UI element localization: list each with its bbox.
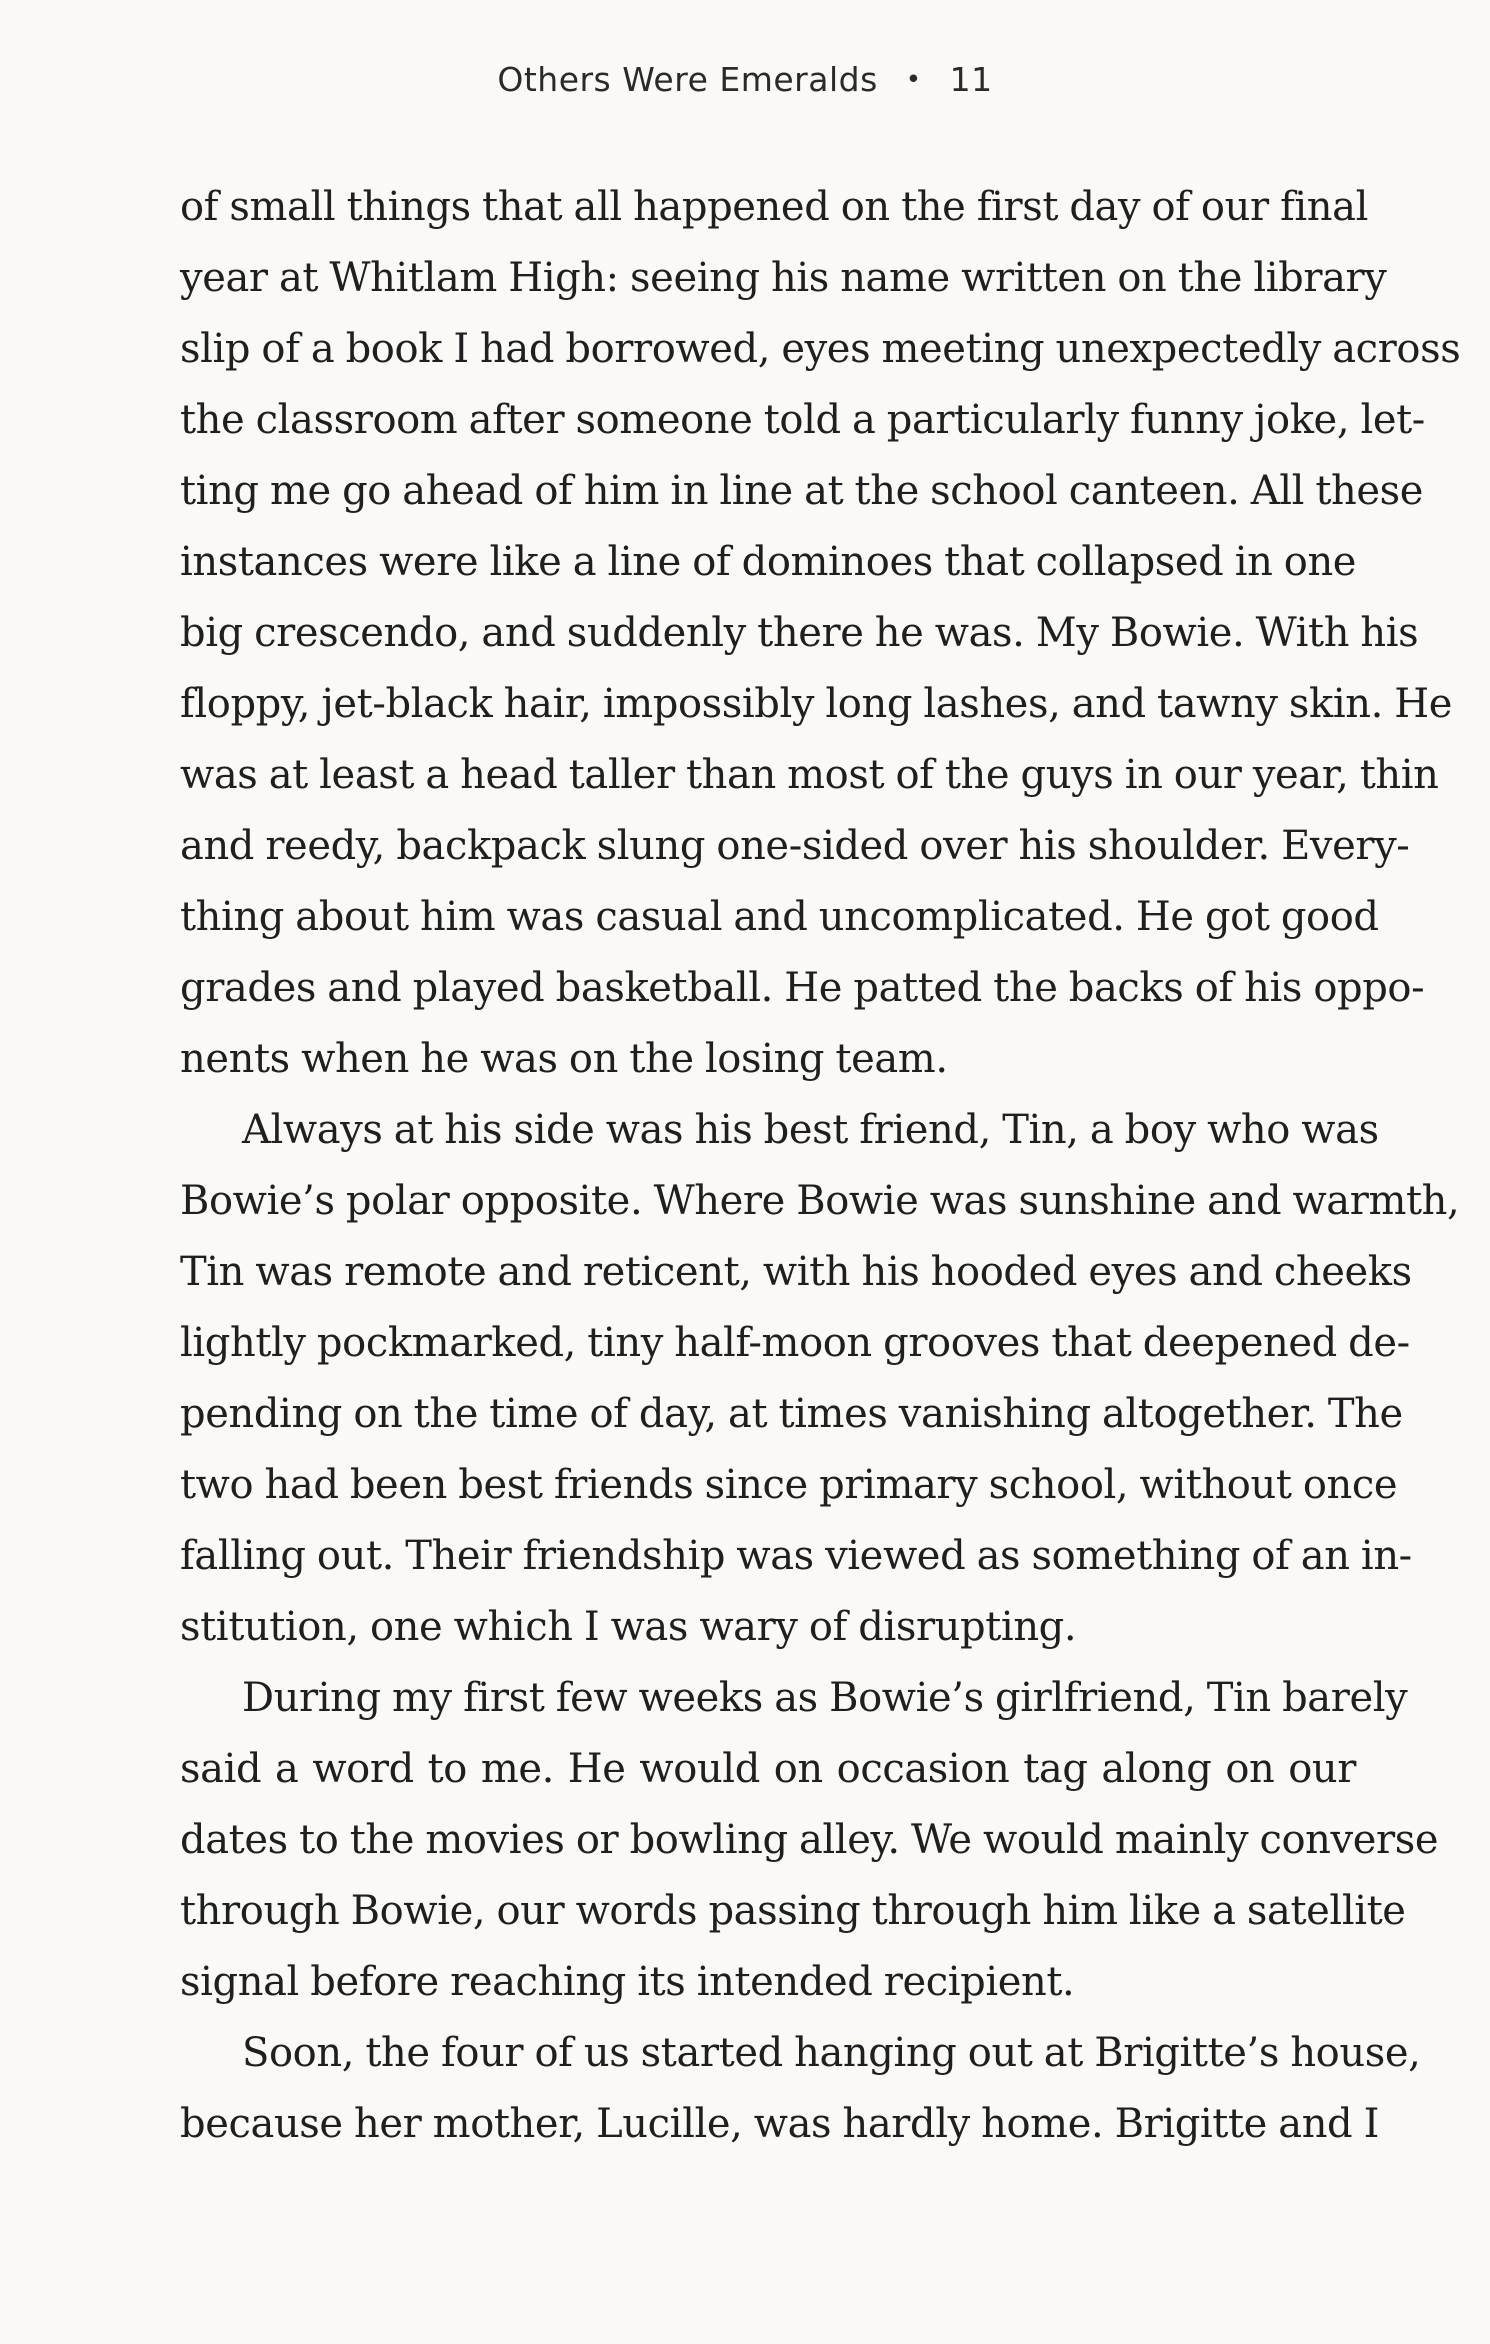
text-line: big crescendo, and suddenly there he was. My Bowie. With his bbox=[180, 610, 1419, 656]
text-line: lightly pockmarked, tiny half-moon grooves that deepened de- bbox=[180, 1320, 1410, 1366]
text-line: through Bowie, our words passing through him like a satellite bbox=[180, 1888, 1406, 1934]
text-line: During my first few weeks as Bowie’s girlfriend, Tin barely bbox=[242, 1675, 1408, 1721]
text-line: Bowie’s polar opposite. Where Bowie was sunshine and warmth, bbox=[180, 1178, 1460, 1224]
text-line: signal before reaching its intended recipient. bbox=[180, 1959, 1075, 2005]
text-line: said a word to me. He would on occasion tag along on our bbox=[180, 1746, 1356, 1792]
text-line: the classroom after someone told a particularly funny joke, let- bbox=[180, 397, 1425, 443]
text-line: pending on the time of day, at times vanishing altogether. The bbox=[180, 1391, 1403, 1437]
page-number: 11 bbox=[949, 60, 993, 99]
text-line: was at least a head taller than most of the guys in our year, thin bbox=[180, 752, 1439, 798]
text-line: Soon, the four of us started hanging out at Brigitte’s house, bbox=[242, 2030, 1421, 2076]
body-text bbox=[180, 172, 1461, 2160]
text-line: floppy, jet-black hair, impossibly long lashes, and tawny skin. He bbox=[180, 681, 1452, 727]
running-head bbox=[0, 60, 1490, 99]
text-line: instances were like a line of dominoes that collapsed in one bbox=[180, 539, 1357, 585]
text-line: because her mother, Lucille, was hardly home. Brigitte and I bbox=[180, 2101, 1379, 2147]
text-line: grades and played basketball. He patted the backs of his oppo- bbox=[180, 965, 1425, 1011]
header-separator: • bbox=[905, 65, 922, 95]
text-line: year at Whitlam High: seeing his name written on the library bbox=[180, 255, 1387, 301]
text-line: two had been best friends since primary school, without once bbox=[180, 1462, 1398, 1508]
text-line: ting me go ahead of him in line at the school canteen. All these bbox=[180, 468, 1424, 514]
text-line: Tin was remote and reticent, with his hooded eyes and cheeks bbox=[180, 1249, 1412, 1295]
text-line: nents when he was on the losing team. bbox=[180, 1036, 948, 1082]
text-line: thing about him was casual and uncomplicated. He got good bbox=[180, 894, 1379, 940]
text-line: of small things that all happened on the first day of our final bbox=[180, 184, 1368, 230]
text-line: Always at his side was his best friend, Tin, a boy who was bbox=[242, 1107, 1379, 1153]
text-line: and reedy, backpack slung one-sided over his shoulder. Every- bbox=[180, 823, 1410, 869]
text-line: falling out. Their friendship was viewed as something of an in- bbox=[180, 1533, 1412, 1579]
text-line: dates to the movies or bowling alley. We would mainly converse bbox=[180, 1817, 1439, 1863]
text-line: stitution, one which I was wary of disrupting. bbox=[180, 1604, 1077, 1650]
chapter-title: Others Were Emeralds bbox=[497, 60, 878, 99]
text-line: slip of a book I had borrowed, eyes meeting unexpectedly across bbox=[180, 326, 1461, 372]
